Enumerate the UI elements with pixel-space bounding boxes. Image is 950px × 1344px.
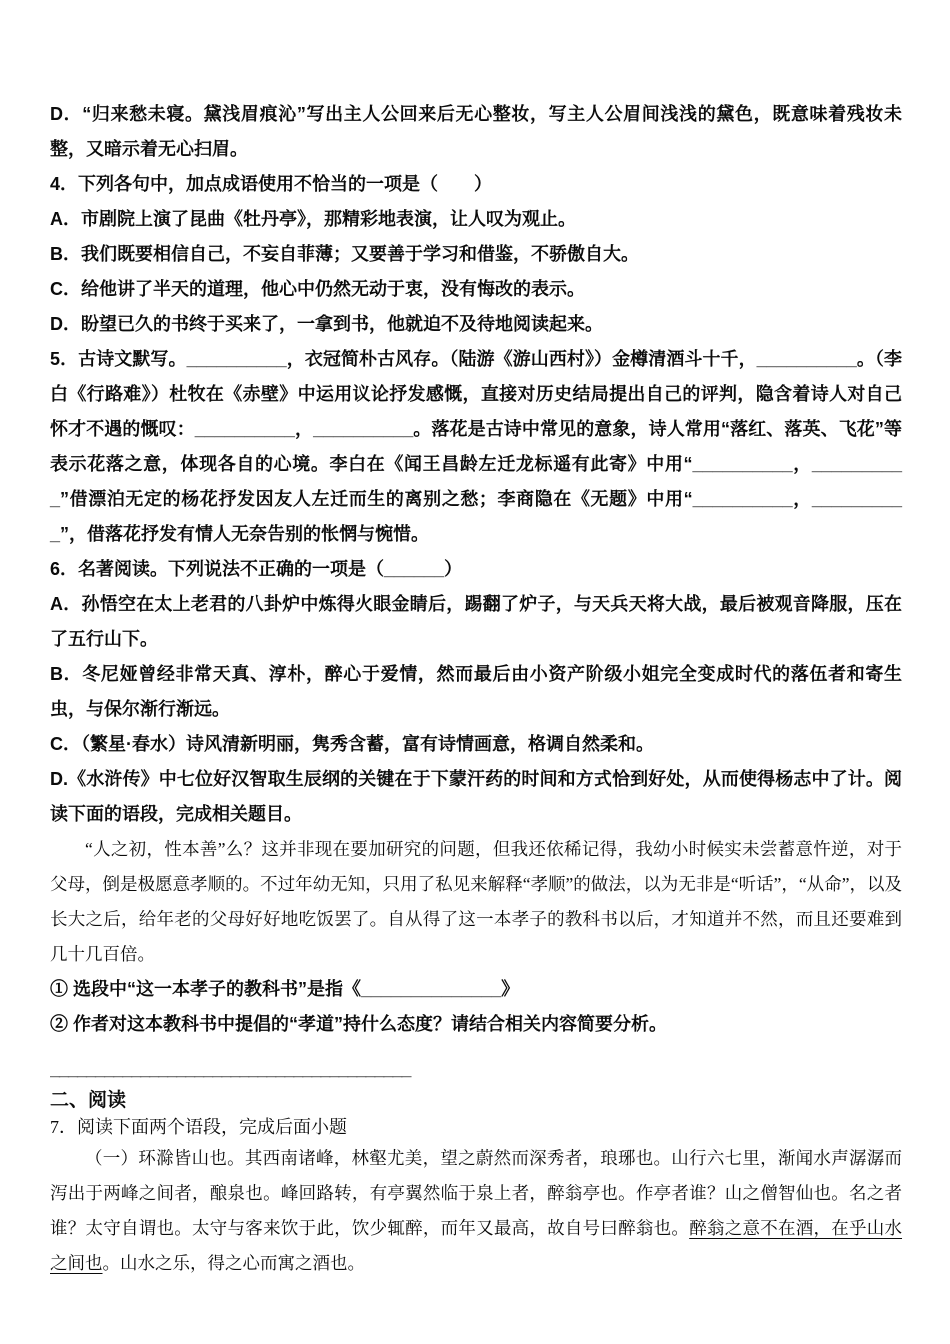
question-6-option-b: B．冬尼娅曾经非常天真、淳朴，醉心于爱情，然而最后由小资产阶级小姐完全变成时代的落伍者和寄生虫，与保尔渐行渐远。 [50,664,902,719]
answer-blank-line: ________________________________________ [50,1059,411,1079]
subquestion-2: ② 作者对这本教科书中提倡的“孝道”持什么态度？请结合相关内容简要分析。 [50,1014,667,1034]
question-5-text: 5．古诗文默写。__________，衣冠简朴古风存。（陆游《游山西村》）金樽清酒斗十千，__________。（李白《行路难》）杜牧在《赤壁》中运用议论抒发感慨，直接对历史结局提出自己的评判，隐含着诗人对自己怀才不遇的慨叹：__________，__________。落花是古诗中常见的意象，诗人常用“落红、落英、飞花”等表示花落之意，体现各自的心境。李白在《闻王昌龄左迁龙标遥有此寄》中用“__________，__________”借漂泊无定的杨花抒发因友人左迁而生的离别之愁；李商隐在《无题》中用“__________，__________”，借落花抒发有情人无奈告别的怅惘与惋惜。 [50,349,902,544]
question-4-option-c: C．给他讲了半天的道理，他心中仍然无动于衷，没有悔改的表示。 [50,279,585,299]
passage-zuiwengting-pre: （一）环滁皆山也。其西南诸峰，林壑尤美，望之蔚然而深秀者，琅琊也。山行六七里，渐闻水声潺潺而泻出于两峰之间者，酿泉也。峰回路转，有亭翼然临于泉上者，醉翁亭也。作亭者谁？山之僧智仙也。名之者谁？太守自谓也。太守与客来饮于此，饮少辄醉，而年又最高，故自号曰醉翁也。 [50,1148,902,1238]
question-4-option-a: A．市剧院上演了昆曲《牡丹亭》，那精彩地表演，让人叹为观止。 [50,209,576,229]
question-6-option-d [50,762,902,832]
section-2-heading: 二、阅读 [50,1090,127,1111]
question-7-stem: 7．阅读下面两个语段，完成后面小题 [50,1117,347,1137]
question-3-option-d: D．“归来愁未寝。黛浅眉痕沁”写出主人公回来后无心整妆，写主人公眉间浅浅的黛色，既意味着残妆未整，又暗示着无心扫眉。 [50,104,902,159]
question-6-option-c: C．（繁星·春水）诗风清新明丽，隽秀含蓄，富有诗情画意，格调自然柔和。 [50,734,654,754]
question-6-stem: 6．名著阅读。下列说法不正确的一项是（______） [50,559,463,579]
passage-filial-piety: “人之初，性本善”么？这并非现在要加研究的问题，但我还依稀记得，我幼小时候实未尝蓄意忤逆，对于父母，倒是极愿意孝顺的。不过年幼无知，只用了私见来解释“孝顺”的做法，以为无非是“听话”，“从命”，以及长大之后，给年老的父母好好地吃饭罢了。自从得了这一本孝子的教科书以后，才知道并不然，而且还要难到几十几百倍。 [50,839,902,964]
reading-passage-prompt: 阅读下面的语段，完成相关题目。 [50,769,902,824]
subquestion-1: ① 选段中“这一本孝子的教科书”是指《______________》 [50,979,520,999]
question-4-option-b: B．我们既要相信自己，不妄自菲薄；又要善于学习和借鉴，不骄傲自大。 [50,244,639,264]
passage-zuiwengting-post: 。山水之乐，得之心而寓之酒也。 [102,1253,365,1273]
question-6-option-a: A．孙悟空在太上老君的八卦炉中炼得火眼金睛后，踢翻了炉子，与天兵天将大战，最后被观音降服，压在了五行山下。 [50,594,902,649]
question-4-stem: 4．下列各句中，加点成语使用不恰当的一项是（ ） [50,174,493,194]
question-6-option-d-text: D.《水浒传》中七位好汉智取生辰纲的关键在于下蒙汗药的时间和方式恰到好处，从而使得杨志中了计。 [50,769,884,789]
passage-zuiwengting [50,1141,902,1281]
question-4-option-d: D．盼望已久的书终于买来了，一拿到书，他就迫不及待地阅读起来。 [50,314,603,334]
underlined-key-sentence: 醉翁之意不在酒，在乎山水之间也 [50,1218,903,1273]
